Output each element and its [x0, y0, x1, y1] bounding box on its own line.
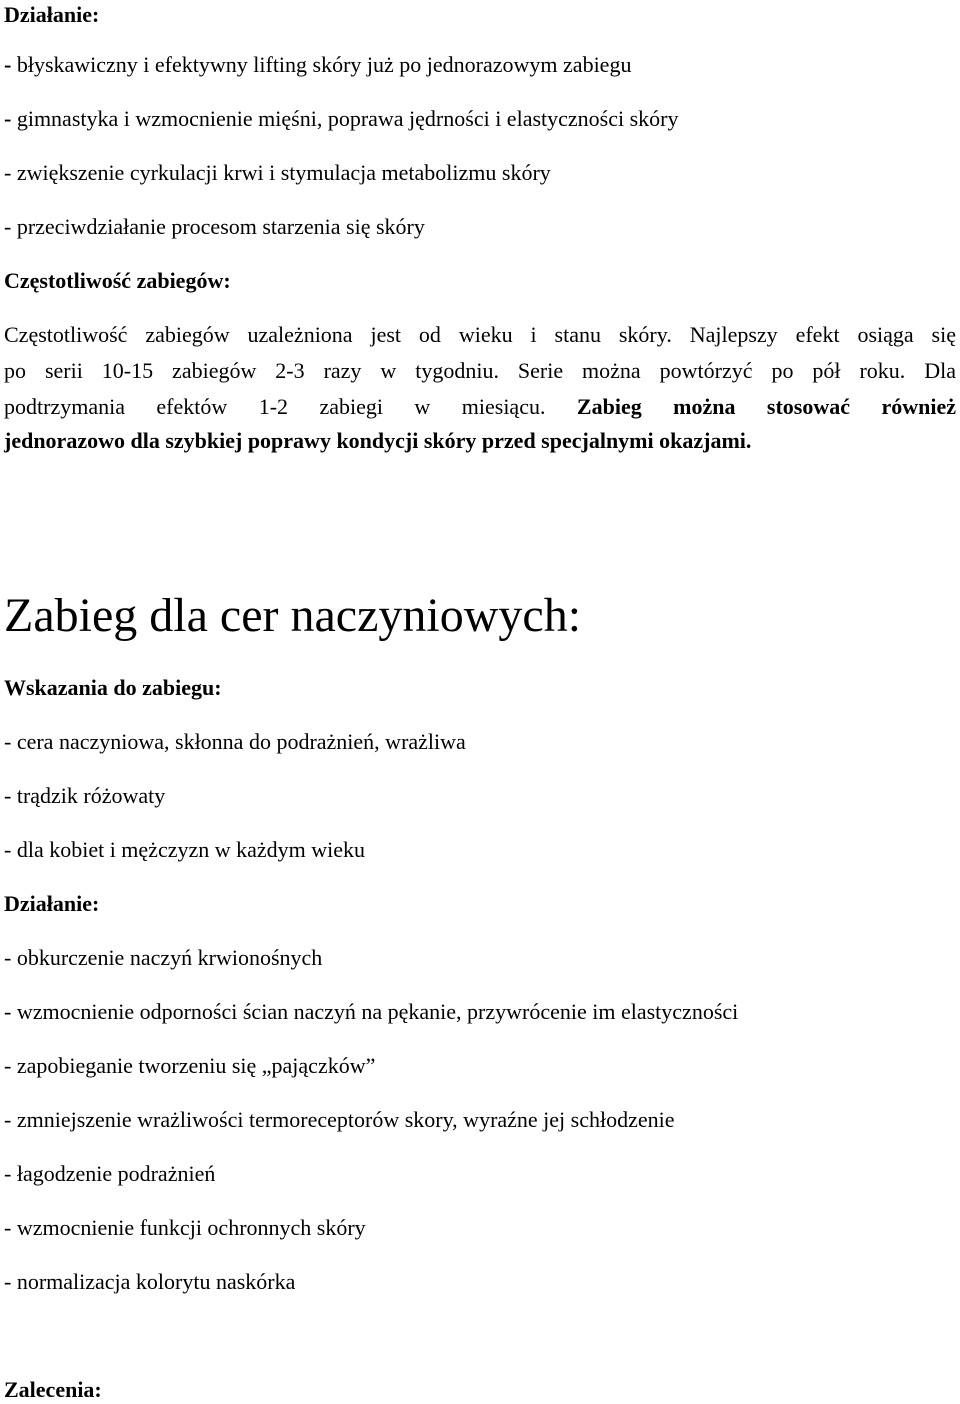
section-heading-czestotliwosc: Częstotliwość zabiegów:: [4, 268, 231, 293]
list-item: - normalizacja kolorytu naskórka: [4, 1269, 296, 1294]
list-item-text: gimnastyka i wzmocnienie mięśni, poprawa jędrności i elastyczności skóry: [11, 106, 679, 131]
list-item: - trądzik różowaty: [4, 783, 166, 808]
list-item: - cera naczyniowa, skłonna do podrażnień, wrażliwa: [4, 729, 466, 754]
list-item: - błyskawiczny i efektywny lifting skóry już po jednorazowym zabiegu: [4, 52, 632, 77]
paragraph-line-bold: jednorazowo dla szybkiej poprawy kondycji skóry przed specjalnymi okazjami.: [4, 428, 752, 453]
paragraph-line: [4, 394, 956, 420]
list-item: - gimnastyka i wzmocnienie mięśni, poprawa jędrności i elastyczności skóry: [4, 106, 679, 131]
list-item: - wzmocnienie funkcji ochronnych skóry: [4, 1215, 366, 1240]
list-item: - wzmocnienie odporności ścian naczyń na pękanie, przywrócenie im elastyczności: [4, 999, 739, 1024]
list-item: - przeciwdziałanie procesom starzenia się skóry: [4, 214, 425, 239]
list-item: - dla kobiet i mężczyzn w każdym wieku: [4, 837, 366, 862]
section-heading-zalecenia: Zalecenia:: [4, 1377, 102, 1402]
paragraph-bold-text: Zabieg można stosować również: [576, 394, 956, 419]
list-item: - obkurczenie naczyń krwionośnych: [4, 945, 323, 970]
list-item-text: błyskawiczny i efektywny lifting skóry już po jednorazowym zabiegu: [11, 52, 632, 77]
list-item: - zapobieganie tworzeniu się „pajączków”: [4, 1053, 376, 1078]
list-item: - zwiększenie cyrkulacji krwi i stymulacja metabolizmu skóry: [4, 160, 551, 185]
paragraph-line: Częstotliwość zabiegów uzależniona jest od wieku i stanu skóry. Najlepszy efekt osiąga się: [4, 322, 956, 347]
section-heading-dzialanie-1: Działanie:: [4, 2, 100, 27]
list-item: - łagodzenie podrażnień: [4, 1161, 216, 1186]
page-title: Zabieg dla cer naczyniowych:: [4, 589, 582, 642]
section-heading-dzialanie-2: Działanie:: [4, 891, 100, 916]
paragraph-text: podtrzymania efektów 1-2 zabiegi w miesiącu.: [4, 394, 546, 419]
paragraph-line: po serii 10-15 zabiegów 2-3 razy w tygodniu. Serie można powtórzyć po pół roku. Dla: [4, 358, 956, 383]
list-item: - zmniejszenie wrażliwości termoreceptorów skory, wyraźne jej schłodzenie: [4, 1107, 675, 1132]
section-heading-wskazania: Wskazania do zabiegu:: [4, 675, 222, 700]
